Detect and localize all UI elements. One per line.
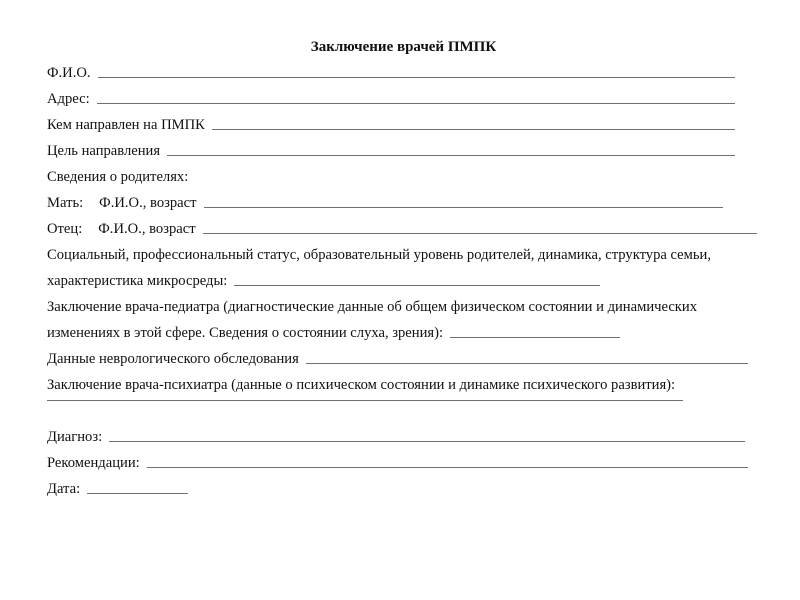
field-date bbox=[47, 476, 188, 502]
field-neurology bbox=[47, 346, 748, 372]
field-mother-blank-line bbox=[204, 206, 723, 208]
field-referral-purpose bbox=[47, 138, 735, 164]
pediatrician-blank-line bbox=[450, 336, 620, 338]
parents-heading-row bbox=[47, 164, 760, 190]
social-status-line2: характеристика микросреды: bbox=[47, 273, 228, 289]
field-recommendations-blank-line bbox=[147, 466, 748, 468]
pediatrician-line1-row bbox=[47, 294, 760, 320]
field-neurology-blank-line bbox=[306, 362, 748, 364]
psychiatrist-blank-line bbox=[47, 399, 683, 401]
field-fio-blank-line bbox=[98, 76, 735, 78]
field-mother-label: Мать: bbox=[47, 195, 84, 211]
field-fio bbox=[47, 60, 735, 86]
field-neurology-label: Данные неврологического обследования bbox=[47, 351, 299, 367]
field-father bbox=[47, 216, 757, 242]
field-father-blank-line bbox=[203, 232, 757, 234]
psychiatrist-row bbox=[47, 372, 760, 398]
psychiatrist-label: Заключение врача-психиатра (данные о психическом состоянии и динамике психического развития): bbox=[47, 377, 676, 393]
field-date-blank-line bbox=[87, 492, 188, 494]
field-mother-sublabel: Ф.И.О., возраст bbox=[99, 195, 197, 211]
field-father-sublabel: Ф.И.О., возраст bbox=[98, 221, 196, 237]
pediatrician-line2: изменениях в этой сфере. Сведения о состоянии слуха, зрения): bbox=[47, 325, 444, 341]
social-status-line2-row bbox=[47, 268, 600, 294]
field-father-label: Отец: bbox=[47, 221, 83, 237]
field-diagnosis bbox=[47, 424, 745, 450]
field-recommendations bbox=[47, 450, 748, 476]
psychiatrist-continuation-row bbox=[47, 398, 683, 424]
social-status-line1: Социальный, профессиональный статус, образовательный уровень родителей, динамика, структура семьи, bbox=[47, 247, 711, 263]
field-address bbox=[47, 86, 735, 112]
field-referred-by-label: Кем направлен на ПМПК bbox=[47, 117, 205, 133]
field-referred-by-blank-line bbox=[212, 128, 735, 130]
social-status-line1-row bbox=[47, 242, 760, 268]
field-diagnosis-blank-line bbox=[109, 440, 745, 442]
form-content bbox=[47, 34, 760, 502]
field-referred-by bbox=[47, 112, 735, 138]
field-recommendations-label: Рекомендации: bbox=[47, 455, 140, 471]
parents-heading-label: Сведения о родителях: bbox=[47, 169, 189, 185]
field-address-label: Адрес: bbox=[47, 91, 90, 107]
pediatrician-line2-row bbox=[47, 320, 620, 346]
form-title: Заключение врачей ПМПК bbox=[310, 39, 497, 55]
pediatrician-line1: Заключение врача-педиатра (диагностические данные об общем физическом состоянии и динамических bbox=[47, 299, 697, 315]
field-address-blank-line bbox=[97, 102, 735, 104]
social-status-blank-line bbox=[234, 284, 600, 286]
field-referral-purpose-blank-line bbox=[167, 154, 735, 156]
field-referral-purpose-label: Цель направления bbox=[47, 143, 161, 159]
field-mother bbox=[47, 190, 723, 216]
field-diagnosis-label: Диагноз: bbox=[47, 429, 103, 445]
field-fio-label: Ф.И.О. bbox=[47, 65, 91, 81]
field-date-label: Дата: bbox=[47, 481, 81, 497]
